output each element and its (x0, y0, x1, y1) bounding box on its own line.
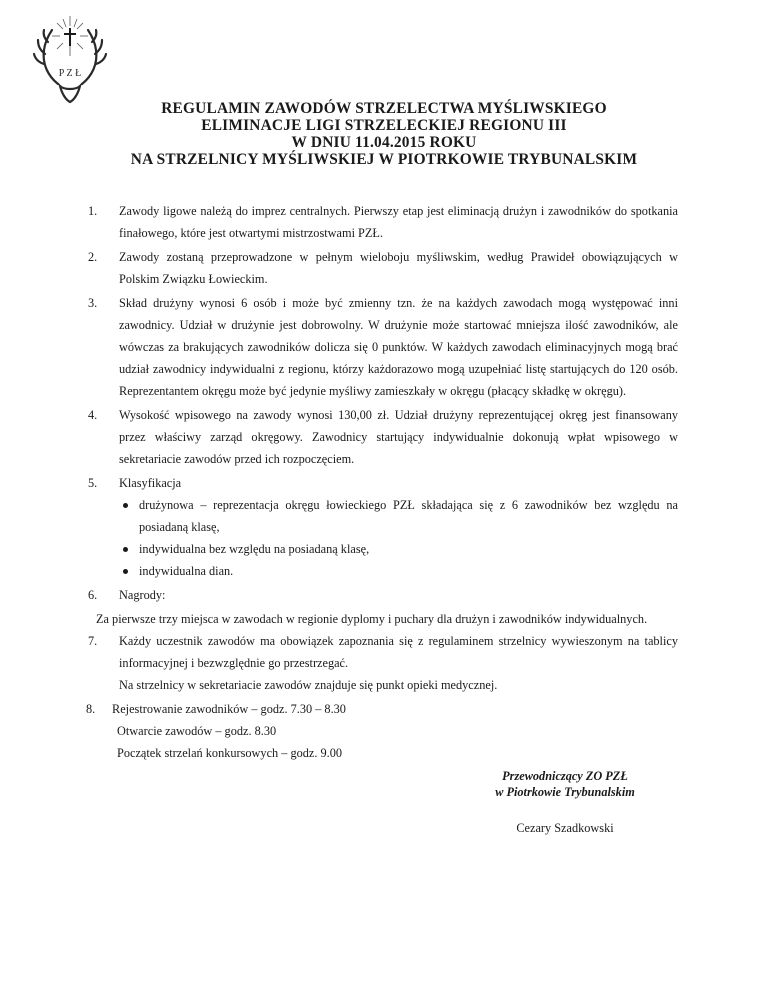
item-text: Zawody ligowe należą do imprez centralnych. Pierwszy etap jest eliminacją drużyn i zawodników do spotkania finałowego, które jest otwartymi mistrzostwami PZŁ. (119, 204, 678, 240)
bullet-item: drużynowa – reprezentacja okręgu łowieckiego PZŁ składająca się z 6 zawodników bez względu na posiadaną klasę, (119, 494, 678, 538)
bullet-icon (123, 503, 128, 508)
regulations-list (88, 200, 678, 766)
title-line: REGULAMIN ZAWODÓW STRZELECTWA MYŚLIWSKIEGO (161, 100, 607, 117)
list-item (88, 584, 678, 606)
signature-name: Cezary Szadkowski (516, 821, 614, 835)
list-item (86, 698, 678, 764)
item-text: Każdy uczestnik zawodów ma obowiązek zapoznania się z regulaminem strzelnicy wywieszonym na tablicy informacyjnej i bezwzględnie go przestrzegać. (119, 634, 678, 670)
signature-block (470, 768, 660, 836)
item-text: Klasyfikacja (119, 476, 182, 490)
list-item (88, 472, 678, 582)
title-line: NA STRZELNICY MYŚLIWSKIEJ W PIOTRKOWIE TRYBUNALSKIM (130, 151, 638, 168)
item-number: 7. (88, 634, 98, 648)
item-number: 5. (88, 476, 98, 490)
list-item (88, 292, 678, 402)
bullet-item: indywidualna dian. (119, 560, 678, 582)
prizes-text: Za pierwsze trzy miejsca w zawodach w regionie dyplomy i puchary dla drużyn i zawodników indywidualnych. (96, 612, 648, 626)
schedule-line: Początek strzelań konkursowych – godz. 9.00 (117, 746, 343, 760)
item-text: Nagrody: (119, 588, 166, 602)
logo-text: P Z Ł (58, 68, 82, 79)
item-text: Rejestrowanie zawodników – godz. 7.30 – 8.30 (112, 702, 346, 716)
title-line: W DNIU 11.04.2015 ROKU (291, 134, 477, 151)
list-item (88, 200, 678, 244)
document-title (0, 100, 768, 168)
list-item (88, 404, 678, 470)
item-number: 8. (86, 702, 96, 716)
item-number: 4. (88, 408, 98, 422)
bullet-icon (123, 547, 128, 552)
signature-role: w Piotrkowie Trybunalskim (495, 785, 635, 799)
list-item (88, 246, 678, 290)
item-text: Skład drużyny wynosi 6 osób i może być zmienny tzn. że na każdych zawodach mogą występować inni zawodnicy. Udział w drużynie jest dobrowolny. W drużynie może startować mniejsza ilość zawodników, ale wówczas za brakujących zawodników dolicza się 0 punktów. W każdych zawodach eliminacyjnych mogą brać udział zawodnicy indywidualni z regionu, którzy każdorazowo mogą uzupełniać listę startujących do 120 osób. Reprezentantem okręgu może być jedynie myśliwy zamieszkały w okręgu (płacący składkę w okręgu). (119, 296, 678, 398)
signature-role: Przewodniczący ZO PZŁ (502, 769, 628, 783)
schedule-line: Otwarcie zawodów – godz. 8.30 (117, 724, 277, 738)
item-number: 2. (88, 250, 98, 264)
list-item (88, 630, 678, 696)
pzl-logo (30, 14, 110, 106)
title-line: ELIMINACJE LIGI STRZELECKIEJ REGIONU III (201, 117, 567, 134)
classification-list (119, 494, 678, 582)
item-text: Zawody zostaną przeprowadzone w pełnym wieloboju myśliwskim, według Prawideł obowiązujących w Polskim Związku Łowieckim. (119, 250, 678, 286)
bullet-icon (123, 569, 128, 574)
medical-note: Na strzelnicy w sekretariacie zawodów znajduje się punkt opieki medycznej. (119, 678, 498, 692)
item-text: Wysokość wpisowego na zawody wynosi 130,00 zł. Udział drużyny reprezentującej okręg jest finansowany przez właściwy zarząd okręgowy. Zawodnicy startujący indywidualnie dokonują wpłat wpisowego w sekretariacie zawodów przed ich rozpoczęciem. (119, 408, 678, 466)
bullet-item: indywidualna bez względu na posiadaną klasę, (119, 538, 678, 560)
item-number: 1. (88, 204, 98, 218)
item-number: 3. (88, 296, 98, 310)
item-number: 6. (88, 588, 98, 602)
